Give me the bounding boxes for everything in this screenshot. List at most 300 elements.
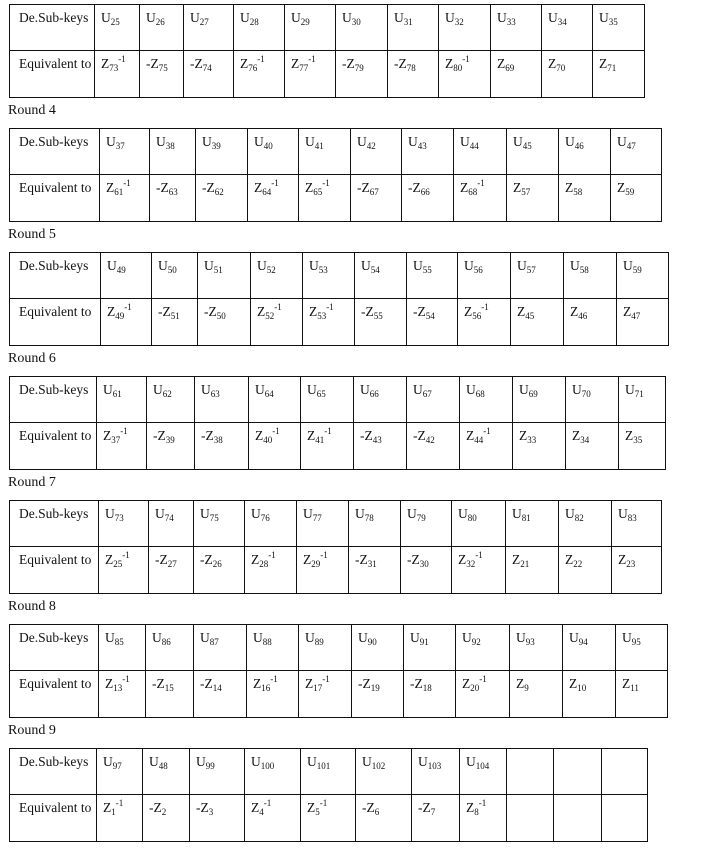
subkey-base: U xyxy=(103,382,113,397)
subkey-base: U xyxy=(517,258,527,273)
equivalent-cell xyxy=(303,299,355,346)
subkey-base: U xyxy=(103,754,113,769)
equivalent-cell xyxy=(619,423,666,470)
subkey-index: 83 xyxy=(627,513,637,523)
subkey-index: 93 xyxy=(525,637,535,647)
key-index: 59 xyxy=(625,187,635,197)
key-index: 75 xyxy=(158,63,168,73)
subkey-base: U xyxy=(291,10,301,25)
subkey-base: U xyxy=(361,258,371,273)
subkey-cell xyxy=(559,501,612,547)
subkey-index: 103 xyxy=(427,761,442,771)
subkey-cell xyxy=(194,501,245,547)
subkey-base: U xyxy=(204,258,214,273)
equivalent-header: Equivalent to xyxy=(10,795,97,842)
equivalent-cell xyxy=(412,795,460,842)
equivalent-cell xyxy=(566,423,619,470)
inverse-exponent: -1 xyxy=(479,674,487,684)
subkey-cell xyxy=(511,253,564,299)
subkey-base: U xyxy=(410,630,420,645)
key-index: 30 xyxy=(419,559,429,569)
subkey-index: 71 xyxy=(634,389,644,399)
equivalent-cell xyxy=(149,547,194,594)
key-index: 76 xyxy=(248,63,258,73)
equivalent-row xyxy=(10,423,666,470)
subkey-cell xyxy=(301,377,354,423)
equivalent-cell xyxy=(234,51,285,98)
equivalent-cell xyxy=(402,175,454,222)
subkeys-row xyxy=(10,253,669,299)
key-base: Z xyxy=(569,676,578,691)
key-index: 7 xyxy=(430,807,436,817)
key-index: 46 xyxy=(578,311,588,321)
equivalent-cell xyxy=(513,423,566,470)
subkey-index: 30 xyxy=(351,17,361,27)
inverse-exponent: -1 xyxy=(124,302,132,312)
subkey-base: U xyxy=(462,630,472,645)
subkey-cell xyxy=(190,749,245,795)
subkey-base: U xyxy=(106,134,116,149)
key-base: Z xyxy=(365,304,374,319)
subkey-base: U xyxy=(303,506,313,521)
subkey-index: 87 xyxy=(209,637,219,647)
key-base: Z xyxy=(618,552,627,567)
key-index: 53 xyxy=(317,311,327,321)
equivalent-cell xyxy=(196,175,248,222)
subkey-base: U xyxy=(565,134,575,149)
key-base: Z xyxy=(622,676,631,691)
subkey-cell xyxy=(559,129,611,175)
key-index: 58 xyxy=(573,187,583,197)
subkey-base: U xyxy=(460,134,470,149)
subkeys-header: De.Sub-keys xyxy=(10,749,97,795)
equivalent-cell xyxy=(507,795,554,842)
equivalent-cell xyxy=(506,547,559,594)
subkeys-row xyxy=(10,501,662,547)
subkey-cell xyxy=(194,625,247,671)
subkey-table xyxy=(9,4,645,98)
key-base: Z xyxy=(305,676,314,691)
key-index: 64 xyxy=(262,187,272,197)
subkey-base: U xyxy=(253,630,263,645)
inverse-exponent: -1 xyxy=(270,674,278,684)
subkey-index: 92 xyxy=(471,637,481,647)
equivalent-cell xyxy=(491,51,542,98)
subkey-index: 88 xyxy=(262,637,272,647)
equivalent-cell xyxy=(510,671,563,718)
equivalent-cell xyxy=(194,671,247,718)
key-index: 52 xyxy=(265,311,275,321)
subkey-base: U xyxy=(565,506,575,521)
key-index: 31 xyxy=(367,559,377,569)
equivalent-cell xyxy=(356,795,412,842)
key-base: Z xyxy=(162,304,171,319)
subkey-index: 101 xyxy=(316,761,331,771)
key-base: Z xyxy=(411,552,420,567)
subkey-cell xyxy=(602,749,648,795)
subkey-base: U xyxy=(569,630,579,645)
subkey-table xyxy=(9,252,669,346)
negation-sign: - xyxy=(394,56,399,71)
subkey-base: U xyxy=(155,506,165,521)
subkey-index: 97 xyxy=(112,761,122,771)
subkey-cell xyxy=(285,5,336,51)
subkey-cell xyxy=(616,625,668,671)
subkey-index: 85 xyxy=(114,637,124,647)
negation-sign: - xyxy=(410,676,415,691)
subkey-cell xyxy=(234,5,285,51)
negation-sign: - xyxy=(204,304,209,319)
key-index: 4 xyxy=(259,807,264,817)
key-index: 71 xyxy=(607,63,617,73)
key-base: Z xyxy=(200,800,209,815)
inverse-exponent: -1 xyxy=(263,798,272,808)
subkey-cell xyxy=(140,5,184,51)
key-index: 3 xyxy=(208,807,214,817)
inverse-exponent: -1 xyxy=(257,54,265,64)
subkey-cell xyxy=(245,501,297,547)
subkey-cell xyxy=(299,129,351,175)
subkey-index: 104 xyxy=(475,761,490,771)
subkey-index: 73 xyxy=(114,513,124,523)
key-base: Z xyxy=(422,800,431,815)
negation-sign: - xyxy=(158,304,163,319)
subkey-base: U xyxy=(251,754,261,769)
equivalent-cell xyxy=(458,299,511,346)
subkey-index: 45 xyxy=(522,141,532,151)
inverse-exponent: -1 xyxy=(320,550,328,560)
key-index: 35 xyxy=(633,435,643,445)
key-base: Z xyxy=(253,676,262,691)
subkey-index: 39 xyxy=(211,141,221,151)
key-index: 41 xyxy=(315,435,325,445)
subkey-base: U xyxy=(255,382,265,397)
subkey-index: 46 xyxy=(574,141,584,151)
equivalent-cell xyxy=(352,671,404,718)
subkey-cell xyxy=(99,625,146,671)
equivalent-cell xyxy=(563,671,616,718)
inverse-exponent: -1 xyxy=(324,426,332,436)
subkey-cell xyxy=(593,5,645,51)
negation-sign: - xyxy=(357,180,362,195)
inverse-exponent: -1 xyxy=(123,178,131,188)
equivalent-cell xyxy=(612,547,662,594)
subkey-cell xyxy=(460,749,507,795)
key-base: Z xyxy=(517,304,526,319)
inverse-exponent: -1 xyxy=(268,550,276,560)
key-base: Z xyxy=(307,800,316,815)
key-base: Z xyxy=(205,428,214,443)
key-base: Z xyxy=(240,56,249,71)
subkey-cell xyxy=(95,5,140,51)
equivalent-cell xyxy=(554,795,602,842)
subkey-cell xyxy=(349,501,401,547)
key-base: Z xyxy=(251,800,260,815)
subkey-base: U xyxy=(625,382,635,397)
subkey-base: U xyxy=(307,382,317,397)
key-base: Z xyxy=(512,552,521,567)
equivalent-cell xyxy=(247,671,299,718)
subkey-base: U xyxy=(623,258,633,273)
equivalent-cell xyxy=(507,175,559,222)
subkeys-header: De.Sub-keys xyxy=(10,625,99,671)
key-base: Z xyxy=(305,180,314,195)
subkey-index: 100 xyxy=(260,761,275,771)
subkey-index: 37 xyxy=(115,141,125,151)
subkey-index: 68 xyxy=(475,389,485,399)
negation-sign: - xyxy=(153,428,158,443)
key-index: 51 xyxy=(170,311,180,321)
inverse-exponent: -1 xyxy=(319,798,328,808)
equivalent-row xyxy=(10,175,662,222)
key-base: Z xyxy=(623,304,632,319)
negation-sign: - xyxy=(201,428,206,443)
equivalent-cell xyxy=(460,423,513,470)
subkey-cell xyxy=(510,625,563,671)
key-index: 32 xyxy=(466,559,476,569)
equivalent-cell xyxy=(251,299,303,346)
equivalent-cell xyxy=(401,547,452,594)
equivalent-cell xyxy=(559,547,612,594)
subkey-cell xyxy=(407,253,458,299)
negation-sign: - xyxy=(149,800,154,815)
subkey-base: U xyxy=(466,382,476,397)
subkey-base: U xyxy=(445,10,455,25)
inverse-exponent: -1 xyxy=(120,426,128,436)
key-index: 33 xyxy=(527,435,537,445)
equivalent-row xyxy=(10,547,662,594)
subkey-index: 74 xyxy=(164,513,174,523)
negation-sign: - xyxy=(358,676,363,691)
subkey-index: 95 xyxy=(631,637,641,647)
subkey-index: 32 xyxy=(454,17,464,27)
subkey-index: 81 xyxy=(521,513,531,523)
subkey-base: U xyxy=(251,506,261,521)
subkey-base: U xyxy=(622,630,632,645)
subkey-base: U xyxy=(101,10,111,25)
subkey-base: U xyxy=(394,10,404,25)
equivalent-cell xyxy=(511,299,564,346)
key-index: 34 xyxy=(580,435,590,445)
subkey-cell xyxy=(195,377,249,423)
subkey-index: 79 xyxy=(416,513,426,523)
key-base: Z xyxy=(364,428,373,443)
key-index: 49 xyxy=(115,311,125,321)
key-index: 26 xyxy=(212,559,222,569)
key-base: Z xyxy=(159,552,168,567)
key-index: 10 xyxy=(577,683,587,693)
key-base: Z xyxy=(204,676,213,691)
equivalent-cell xyxy=(452,547,506,594)
key-base: Z xyxy=(599,56,608,71)
key-base: Z xyxy=(309,304,318,319)
subkey-index: 94 xyxy=(578,637,588,647)
subkey-base: U xyxy=(107,258,117,273)
subkey-base: U xyxy=(156,134,166,149)
equivalent-row xyxy=(10,299,669,346)
key-index: 2 xyxy=(161,807,167,817)
equivalent-cell xyxy=(190,795,245,842)
equivalent-cell xyxy=(454,175,507,222)
key-index: 44 xyxy=(474,435,484,445)
key-index: 6 xyxy=(374,807,380,817)
equivalent-header: Equivalent to xyxy=(10,299,101,346)
subkey-index: 56 xyxy=(473,265,483,275)
subkey-base: U xyxy=(105,630,115,645)
key-base: Z xyxy=(204,552,213,567)
subkey-base: U xyxy=(512,506,522,521)
subkey-index: 75 xyxy=(209,513,219,523)
subkey-cell xyxy=(563,625,616,671)
key-index: 68 xyxy=(468,187,478,197)
subkey-base: U xyxy=(572,382,582,397)
key-base: Z xyxy=(466,800,475,815)
subkey-base: U xyxy=(357,134,367,149)
key-base: Z xyxy=(254,180,263,195)
key-base: Z xyxy=(497,56,506,71)
equivalent-header: Equivalent to xyxy=(10,51,95,98)
subkey-index: 67 xyxy=(422,389,432,399)
subkey-cell xyxy=(506,501,559,547)
key-base: Z xyxy=(362,676,371,691)
subkey-index: 78 xyxy=(364,513,374,523)
key-index: 78 xyxy=(406,63,416,73)
subkey-cell xyxy=(456,625,510,671)
negation-sign: - xyxy=(156,180,161,195)
subkeys-row xyxy=(10,749,648,795)
equivalent-header: Equivalent to xyxy=(10,671,99,718)
subkey-cell xyxy=(297,501,349,547)
subkey-index: 99 xyxy=(205,761,215,771)
subkey-base: U xyxy=(257,258,267,273)
inverse-exponent: -1 xyxy=(477,178,485,188)
key-base: Z xyxy=(251,552,260,567)
subkey-base: U xyxy=(618,506,628,521)
equivalent-row xyxy=(10,795,648,842)
subkey-base: U xyxy=(355,506,365,521)
subkeys-header: De.Sub-keys xyxy=(10,501,99,547)
equivalent-cell xyxy=(101,299,152,346)
equivalent-cell xyxy=(140,51,184,98)
inverse-exponent: -1 xyxy=(481,302,489,312)
key-index: 62 xyxy=(214,187,224,197)
key-index: 15 xyxy=(164,683,174,693)
key-index: 55 xyxy=(373,311,383,321)
key-base: Z xyxy=(107,304,116,319)
equivalent-row xyxy=(10,51,645,98)
subkey-index: 41 xyxy=(314,141,324,151)
negation-sign: - xyxy=(152,676,157,691)
key-base: Z xyxy=(462,676,471,691)
subkey-index: 26 xyxy=(155,17,165,27)
key-base: Z xyxy=(466,428,475,443)
equivalent-header: Equivalent to xyxy=(10,175,100,222)
equivalent-cell xyxy=(245,795,301,842)
equivalent-cell xyxy=(593,51,645,98)
inverse-exponent: -1 xyxy=(274,302,282,312)
key-base: Z xyxy=(458,552,467,567)
subkey-index: 50 xyxy=(167,265,177,275)
equivalent-cell xyxy=(542,51,593,98)
subkey-cell xyxy=(554,749,602,795)
equivalent-cell xyxy=(559,175,611,222)
subkey-base: U xyxy=(599,10,609,25)
subkey-base: U xyxy=(362,754,372,769)
subkey-index: 33 xyxy=(506,17,516,27)
key-base: Z xyxy=(565,552,574,567)
subkey-table xyxy=(9,500,662,594)
key-base: Z xyxy=(570,304,579,319)
equivalent-cell xyxy=(150,175,196,222)
subkey-cell xyxy=(149,501,194,547)
subkey-cell xyxy=(407,377,460,423)
inverse-exponent: -1 xyxy=(122,674,130,684)
key-index: 38 xyxy=(213,435,223,445)
key-index: 1 xyxy=(111,807,116,817)
subkey-index: 55 xyxy=(422,265,432,275)
inverse-exponent: -1 xyxy=(122,550,130,560)
subkey-cell xyxy=(245,749,301,795)
key-index: 8 xyxy=(474,807,479,817)
subkey-cell xyxy=(150,129,196,175)
subkey-cell xyxy=(491,5,542,51)
subkeys-header: De.Sub-keys xyxy=(10,253,101,299)
subkey-base: U xyxy=(466,754,476,769)
subkey-cell xyxy=(460,377,513,423)
equivalent-cell xyxy=(349,547,401,594)
key-index: 54 xyxy=(425,311,435,321)
negation-sign: - xyxy=(418,800,423,815)
subkey-index: 70 xyxy=(581,389,591,399)
key-index: 56 xyxy=(472,311,482,321)
subkey-cell xyxy=(100,129,150,175)
subkey-base: U xyxy=(458,506,468,521)
key-base: Z xyxy=(153,800,162,815)
key-index: 79 xyxy=(354,63,364,73)
subkey-index: 27 xyxy=(199,17,209,27)
subkey-base: U xyxy=(196,754,206,769)
subkey-base: U xyxy=(516,630,526,645)
inverse-exponent: -1 xyxy=(271,178,279,188)
key-base: Z xyxy=(398,56,407,71)
subkey-cell xyxy=(97,377,147,423)
equivalent-cell xyxy=(404,671,456,718)
key-index: 42 xyxy=(425,435,435,445)
negation-sign: - xyxy=(362,800,367,815)
subkey-cell xyxy=(402,129,454,175)
subkey-cell xyxy=(147,377,195,423)
subkey-index: 64 xyxy=(264,389,274,399)
key-base: Z xyxy=(150,56,159,71)
subkey-index: 49 xyxy=(116,265,126,275)
subkey-base: U xyxy=(413,258,423,273)
equivalent-cell xyxy=(143,795,190,842)
negation-sign: - xyxy=(413,428,418,443)
key-index: 39 xyxy=(165,435,175,445)
key-index: 70 xyxy=(556,63,566,73)
key-base: Z xyxy=(516,676,525,691)
equivalent-cell xyxy=(336,51,388,98)
subkey-index: 48 xyxy=(158,761,168,771)
inverse-exponent: -1 xyxy=(478,798,487,808)
subkey-cell xyxy=(612,501,662,547)
subkey-index: 66 xyxy=(369,389,379,399)
equivalent-cell xyxy=(184,51,234,98)
negation-sign: - xyxy=(355,552,360,567)
subkey-index: 91 xyxy=(419,637,429,647)
equivalent-cell xyxy=(456,671,510,718)
negation-sign: - xyxy=(413,304,418,319)
